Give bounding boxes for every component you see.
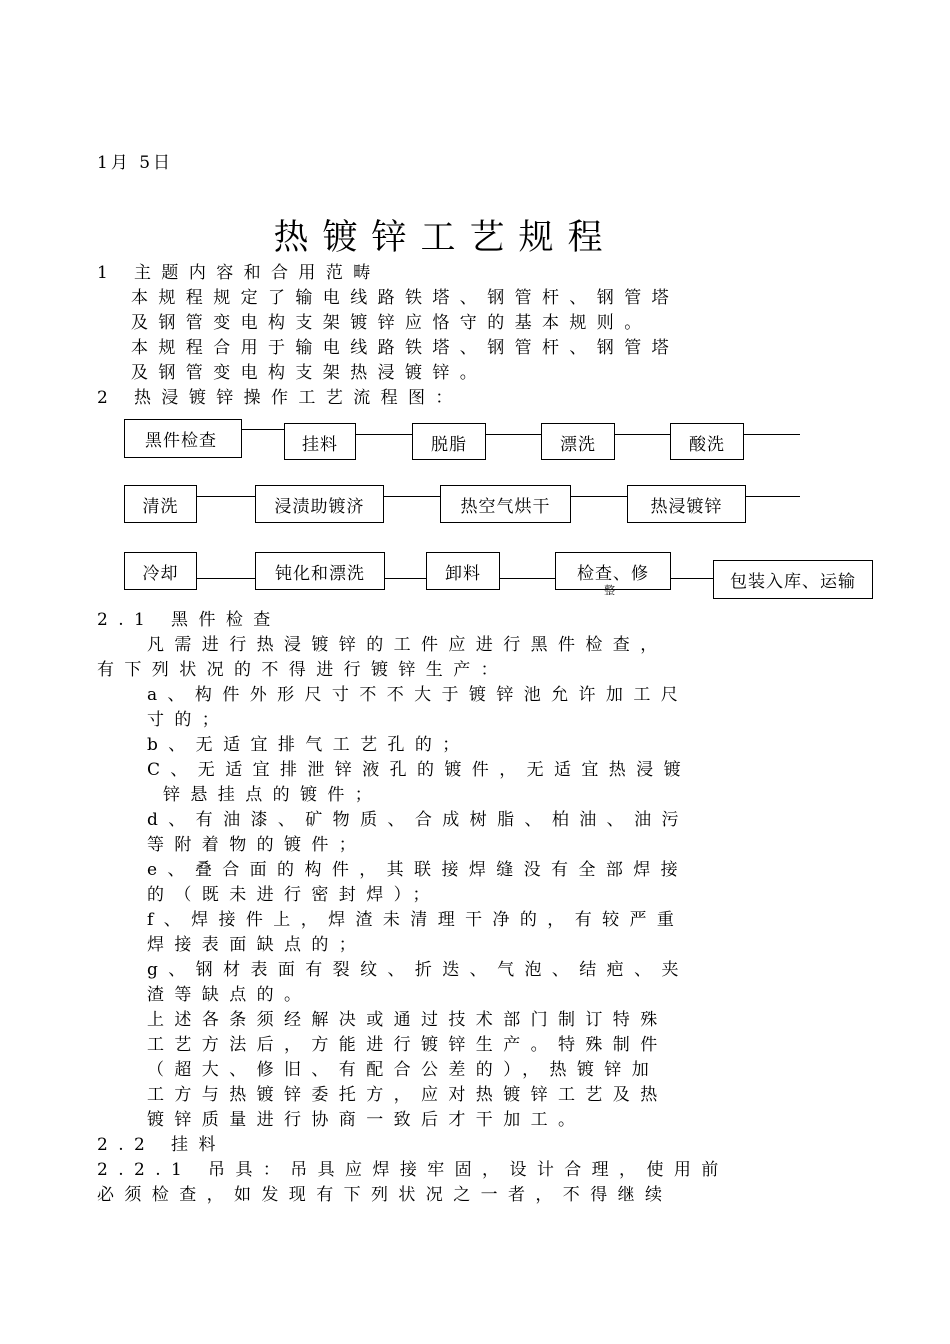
flow-step-cooling: 冷却	[124, 552, 197, 590]
list-item-e-cont: 的（既未进行密封焊）；	[147, 885, 440, 905]
list-item-d: d、有油漆、矿物质、合成树脂、柏油、油污	[147, 810, 689, 830]
list-item-c: C、无适宜排泄锌液孔的镀件，无适宜热浸镀	[147, 760, 692, 780]
flow-connector	[355, 434, 413, 435]
list-item-a: a、构件外形尺寸不不大于镀锌池允许加工尺	[147, 685, 689, 705]
flow-connector	[743, 434, 800, 435]
flow-connector	[383, 496, 441, 497]
flow-step-hanging: 挂料	[284, 423, 356, 460]
flow-step-rinsing: 漂洗	[541, 423, 615, 460]
flow-connector	[614, 434, 671, 435]
section-2-1-heading: 2.1 黑件检查	[97, 610, 281, 630]
flow-step-black-inspection: 黑件检查	[124, 419, 242, 458]
flow-step-overflow-text: 整	[604, 584, 615, 597]
list-item-c-cont: 锌悬挂点的镀件；	[163, 785, 383, 805]
section-2-heading: 2 热浸镀锌操作工艺流程图：	[97, 388, 463, 408]
paragraph-line: （超大、修旧、有配合公差的），热镀锌加	[147, 1060, 660, 1080]
paragraph-line: 及钢管变电构支架镀锌应恪守的基本规则。	[131, 313, 652, 333]
flow-connector	[240, 429, 285, 430]
flow-step-flux-dip: 浸渍助镀济	[255, 485, 384, 523]
flow-step-cleaning: 清洗	[124, 485, 197, 523]
flow-step-unloading: 卸料	[426, 552, 500, 590]
list-item-b: b、无适宜排气工艺孔的；	[147, 735, 470, 755]
flow-connector	[670, 578, 714, 579]
section-1-heading: 1 主题内容和合用范畴	[97, 263, 381, 283]
list-item-e: e、叠合面的构件，其联接焊缝没有全部焊接	[147, 860, 689, 880]
list-item-f-cont: 焊接表面缺点的；	[147, 935, 367, 955]
flow-step-hot-air-drying: 热空气烘干	[440, 485, 571, 523]
list-item-g-cont: 渣等缺点的。	[147, 985, 312, 1005]
paragraph-line: 2.2.1 吊具：吊具应焊接牢固，设计合理，使用前	[97, 1160, 729, 1180]
paragraph-line: 镀锌质量进行协商一致后才干加工。	[147, 1110, 586, 1130]
flow-step-packing-shipping: 包装入库、运输	[713, 560, 873, 599]
paragraph-line: 必须检查，如发现有下列状况之一者，不得继续	[97, 1185, 673, 1205]
paragraph-line: 本规程规定了输电线路铁塔、钢管杆、钢管塔	[131, 288, 679, 308]
flow-connector	[196, 578, 256, 579]
flow-connector	[196, 496, 256, 497]
paragraph-line: 工艺方法后，方能进行镀锌生产。特殊制件	[147, 1035, 668, 1055]
paragraph-line: 有下列状况的不得进行镀锌生产：	[97, 660, 508, 680]
flow-step-inspection-repair: 检查、修	[555, 552, 671, 590]
list-item-a-cont: 寸的；	[147, 710, 230, 730]
list-item-d-cont: 等附着物的镀件；	[147, 835, 367, 855]
flow-step-degreasing: 脱脂	[412, 423, 486, 460]
flow-connector	[384, 578, 427, 579]
list-item-f: f、焊接件上，焊渣未清理干净的，有较严重	[147, 910, 685, 930]
list-item-g: g、钢材表面有裂纹、折迭、气泡、结疤、夹	[147, 960, 689, 980]
paragraph-line: 凡需进行热浸镀锌的工件应进行黑件检查，	[147, 635, 668, 655]
flow-connector	[745, 496, 800, 497]
flow-step-hot-dip-galvanizing: 热浸镀锌	[627, 485, 746, 523]
flow-connector	[570, 496, 628, 497]
paragraph-line: 工方与热镀锌委托方，应对热镀锌工艺及热	[147, 1085, 668, 1105]
flow-connector	[499, 578, 556, 579]
paragraph-line: 本规程合用于输电线路铁塔、钢管杆、钢管塔	[131, 338, 679, 358]
paragraph-line: 及钢管变电构支架热浸镀锌。	[131, 363, 488, 383]
flow-step-passivation: 钝化和漂洗	[255, 552, 385, 590]
document-date: 1月 5日	[97, 153, 174, 173]
section-2-2-heading: 2.2 挂料	[97, 1135, 226, 1155]
paragraph-line: 上述各条须经解决或通过技术部门制订特殊	[147, 1010, 668, 1030]
flow-connector	[485, 434, 542, 435]
flow-step-pickling: 酸洗	[670, 423, 744, 460]
document-title: 热镀锌工艺规程	[273, 218, 617, 258]
